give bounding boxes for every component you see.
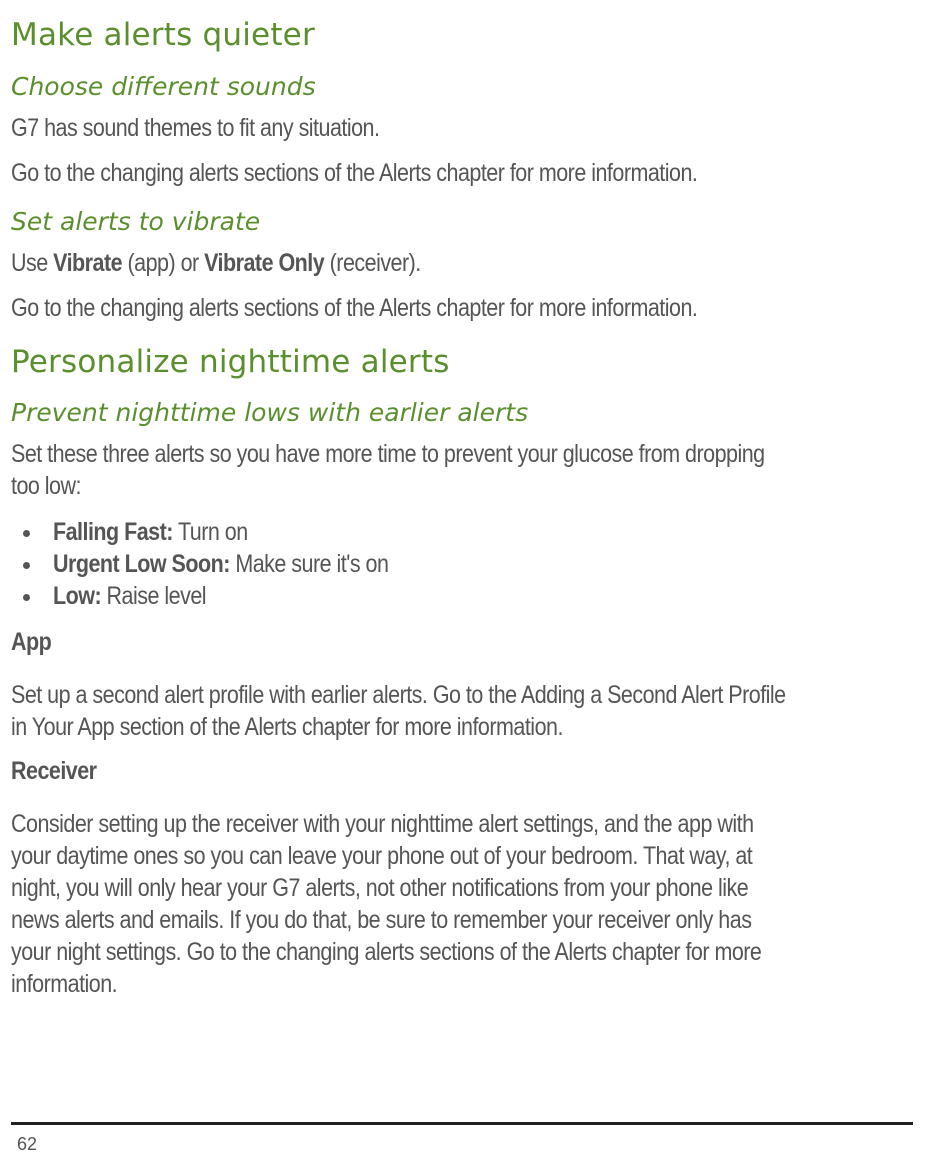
use-text: Use — [11, 249, 54, 277]
paragraph-receiver-line-4: news alerts and emails. If you do that, be sure to remember your receiver only has — [11, 906, 752, 934]
paragraph-receiver-line-3: night, you will only hear your G7 alerts, not other notifications from your phone like — [11, 874, 749, 902]
heading-personalize-nighttime-alerts: Personalize nighttime alerts — [11, 344, 450, 380]
subheading-set-alerts-to-vibrate: Set alerts to vibrate — [11, 207, 261, 236]
subheading-prevent-nighttime-lows: Prevent nighttime lows with earlier alerts — [11, 398, 529, 427]
vibrate-only-term: Vibrate Only — [204, 249, 325, 277]
page-number: 62 — [17, 1134, 38, 1154]
label-app: App — [11, 628, 52, 656]
bullet-label-low: Low: — [53, 582, 102, 610]
vibrate-app-term: Vibrate — [53, 249, 123, 277]
bullet-text: Turn on — [172, 518, 248, 546]
footer-divider — [11, 1122, 913, 1125]
bullet-dot-icon — [23, 530, 30, 537]
app-or-text: (app) or — [122, 249, 205, 277]
paragraph-vibrate-more-info: Go to the changing alerts sections of the Alerts chapter for more information. — [11, 294, 698, 322]
bullet-dot-icon — [23, 562, 30, 569]
paragraph-sound-themes: G7 has sound themes to fit any situation. — [11, 114, 380, 142]
paragraph-receiver-line-1: Consider setting up the receiver with your nighttime alert settings, and the app with — [11, 810, 754, 838]
paragraph-use-vibrate — [11, 247, 421, 279]
paragraph-receiver-line-2: your daytime ones so you can leave your phone out of your bedroom. That way, at — [11, 842, 753, 870]
label-receiver: Receiver — [11, 757, 97, 785]
bullet-text: Make sure it's on — [229, 550, 389, 578]
bullet-label-falling-fast: Falling Fast: — [53, 518, 173, 546]
paragraph-receiver-line-6: information. — [11, 970, 118, 998]
paragraph-receiver-line-5: your night settings. Go to the changing alerts sections of the Alerts chapter for more — [11, 938, 762, 966]
bullet-dot-icon — [23, 594, 30, 601]
bullet-text: Raise level — [101, 582, 207, 610]
bullet-label-urgent-low-soon: Urgent Low Soon: — [53, 550, 230, 578]
receiver-end-text: (receiver). — [324, 249, 421, 277]
paragraph-intro-line-2: too low: — [11, 472, 81, 500]
paragraph-app-line-2: in Your App section of the Alerts chapter for more information. — [11, 713, 563, 741]
subheading-choose-different-sounds: Choose different sounds — [11, 72, 316, 101]
paragraph-sounds-more-info: Go to the changing alerts sections of the Alerts chapter for more information. — [11, 159, 698, 187]
paragraph-app-line-1: Set up a second alert profile with earlier alerts. Go to the Adding a Second Alert Profile — [11, 681, 786, 709]
heading-make-alerts-quieter: Make alerts quieter — [11, 17, 315, 53]
paragraph-intro-line-1: Set these three alerts so you have more time to prevent your glucose from dropping — [11, 440, 765, 468]
